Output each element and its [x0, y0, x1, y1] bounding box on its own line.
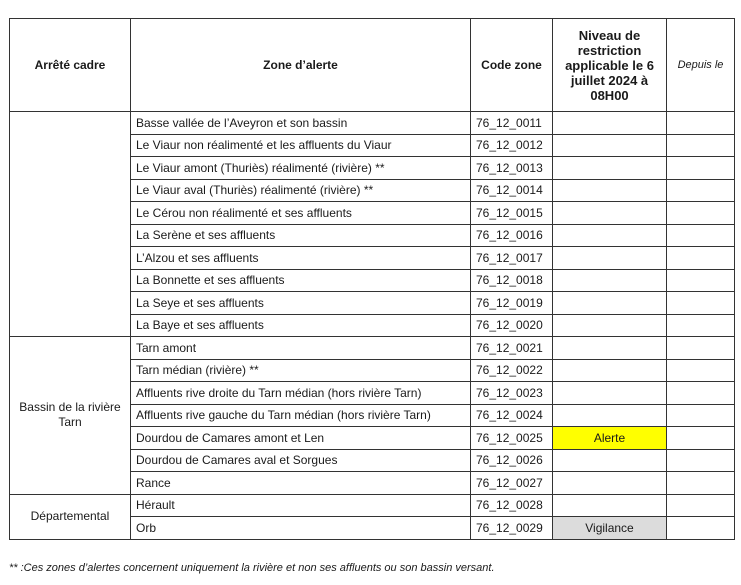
since-cell — [667, 449, 735, 472]
zone-cell: Tarn médian (rivière) ** — [131, 359, 471, 382]
level-cell — [553, 247, 667, 270]
since-cell — [667, 427, 735, 450]
zone-cell: Basse vallée de l’Aveyron et son bassin — [131, 112, 471, 135]
code-cell: 76_12_0027 — [471, 472, 553, 495]
zone-cell: Affluents rive droite du Tarn médian (hors rivière Tarn) — [131, 382, 471, 405]
table-row — [10, 112, 735, 135]
level-cell — [553, 202, 667, 225]
level-cell — [553, 382, 667, 405]
cadre-cell: Bassin de la rivière Tarn — [10, 337, 131, 495]
since-cell — [667, 314, 735, 337]
code-cell: 76_12_0012 — [471, 134, 553, 157]
code-cell: 76_12_0026 — [471, 449, 553, 472]
code-cell: 76_12_0028 — [471, 494, 553, 517]
level-cell — [553, 449, 667, 472]
code-cell: 76_12_0022 — [471, 359, 553, 382]
since-cell — [667, 494, 735, 517]
level-cell — [553, 134, 667, 157]
since-cell — [667, 179, 735, 202]
code-cell: 76_12_0023 — [471, 382, 553, 405]
code-cell: 76_12_0013 — [471, 157, 553, 180]
zone-cell: Le Viaur amont (Thuriès) réalimenté (rivière) ** — [131, 157, 471, 180]
code-cell: 76_12_0014 — [471, 179, 553, 202]
zone-cell: La Seye et ses affluents — [131, 292, 471, 315]
code-cell: 76_12_0024 — [471, 404, 553, 427]
since-cell — [667, 337, 735, 360]
since-cell — [667, 202, 735, 225]
footnote: ** :Ces zones d’alertes concernent uniquement la rivière et non ses affluents ou son bassin versant. — [9, 562, 495, 574]
level-cell — [553, 359, 667, 382]
cadre-cell: Départemental — [10, 494, 131, 539]
zone-cell: Tarn amont — [131, 337, 471, 360]
level-cell — [553, 269, 667, 292]
code-cell: 76_12_0021 — [471, 337, 553, 360]
zone-cell: Rance — [131, 472, 471, 495]
since-cell — [667, 157, 735, 180]
since-cell — [667, 112, 735, 135]
since-cell — [667, 292, 735, 315]
code-cell: 76_12_0011 — [471, 112, 553, 135]
since-cell — [667, 359, 735, 382]
level-cell — [553, 494, 667, 517]
code-cell: 76_12_0019 — [471, 292, 553, 315]
since-cell — [667, 472, 735, 495]
level-cell — [553, 314, 667, 337]
zone-cell: Orb — [131, 517, 471, 540]
restriction-table — [9, 18, 735, 540]
level-cell — [553, 472, 667, 495]
table-row — [10, 337, 735, 360]
cadre-cell — [10, 112, 131, 337]
since-cell — [667, 224, 735, 247]
level-cell — [553, 179, 667, 202]
header-since: Depuis le — [667, 19, 735, 112]
zone-cell: Le Cérou non réalimenté et ses affluents — [131, 202, 471, 225]
level-cell: Vigilance — [553, 517, 667, 540]
level-cell — [553, 292, 667, 315]
since-cell — [667, 517, 735, 540]
zone-cell: Hérault — [131, 494, 471, 517]
level-cell — [553, 112, 667, 135]
table-row — [10, 494, 735, 517]
header-row — [10, 19, 735, 112]
level-cell — [553, 224, 667, 247]
since-cell — [667, 382, 735, 405]
code-cell: 76_12_0029 — [471, 517, 553, 540]
code-cell: 76_12_0025 — [471, 427, 553, 450]
level-cell — [553, 404, 667, 427]
table-body — [10, 112, 735, 540]
code-cell: 76_12_0015 — [471, 202, 553, 225]
zone-cell: La Bonnette et ses affluents — [131, 269, 471, 292]
since-cell — [667, 134, 735, 157]
level-cell — [553, 157, 667, 180]
code-cell: 76_12_0018 — [471, 269, 553, 292]
level-cell: Alerte — [553, 427, 667, 450]
zone-cell: Le Viaur non réalimenté et les affluents du Viaur — [131, 134, 471, 157]
code-cell: 76_12_0020 — [471, 314, 553, 337]
zone-cell: La Baye et ses affluents — [131, 314, 471, 337]
header-restriction: Niveau de restriction applicable le 6 juillet 2024 à 08H00 — [553, 19, 667, 112]
zone-cell: Dourdou de Camares aval et Sorgues — [131, 449, 471, 472]
code-cell: 76_12_0017 — [471, 247, 553, 270]
zone-cell: L’Alzou et ses affluents — [131, 247, 471, 270]
code-cell: 76_12_0016 — [471, 224, 553, 247]
header-zone: Zone d’alerte — [131, 19, 471, 112]
zone-cell: La Serène et ses affluents — [131, 224, 471, 247]
level-cell — [553, 337, 667, 360]
zone-cell: Affluents rive gauche du Tarn médian (hors rivière Tarn) — [131, 404, 471, 427]
since-cell — [667, 404, 735, 427]
since-cell — [667, 269, 735, 292]
zone-cell: Dourdou de Camares amont et Len — [131, 427, 471, 450]
header-code: Code zone — [471, 19, 553, 112]
header-cadre: Arrêté cadre — [10, 19, 131, 112]
zone-cell: Le Viaur aval (Thuriès) réalimenté (rivière) ** — [131, 179, 471, 202]
since-cell — [667, 247, 735, 270]
